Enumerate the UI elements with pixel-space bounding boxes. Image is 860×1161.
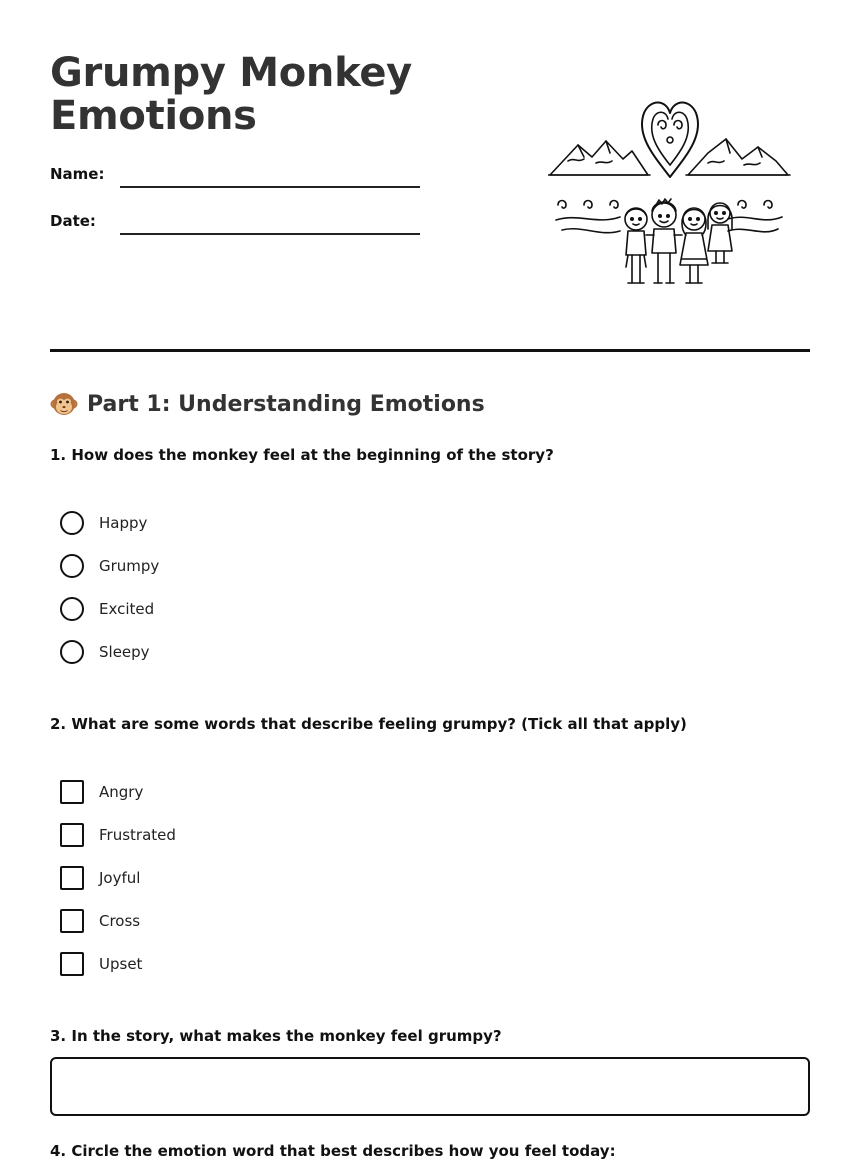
option-label: Joyful xyxy=(99,869,141,887)
radio-button[interactable] xyxy=(60,554,84,578)
option-label: Upset xyxy=(99,955,143,973)
q1-option-sleepy[interactable] xyxy=(60,639,150,665)
option-label: Sleepy xyxy=(99,643,150,661)
q2-option-frustrated[interactable] xyxy=(60,822,176,848)
q2-option-joyful[interactable] xyxy=(60,865,140,891)
header-divider xyxy=(50,349,810,352)
checkbox[interactable] xyxy=(60,909,84,933)
radio-button[interactable] xyxy=(60,640,84,664)
checkbox[interactable] xyxy=(60,866,84,890)
option-label: Happy xyxy=(99,514,148,532)
q2-option-cross[interactable] xyxy=(60,908,140,934)
radio-button[interactable] xyxy=(60,597,84,621)
koru-heart-icon xyxy=(642,103,698,178)
left-mountains-icon xyxy=(548,141,650,175)
date-field[interactable] xyxy=(120,233,420,235)
worksheet-title xyxy=(50,52,412,138)
checkbox[interactable] xyxy=(60,780,84,804)
option-label: Excited xyxy=(99,600,155,618)
q1-option-grumpy[interactable] xyxy=(60,553,159,579)
q1-option-happy[interactable] xyxy=(60,510,147,536)
question-1: 1. How does the monkey feel at the beginning of the story? xyxy=(50,446,554,464)
name-label: Name: xyxy=(50,165,105,183)
right-mountains-icon xyxy=(686,139,790,175)
question-3: 3. In the story, what makes the monkey feel grumpy? xyxy=(50,1027,502,1045)
q2-option-angry[interactable] xyxy=(60,779,143,805)
checkbox[interactable] xyxy=(60,952,84,976)
option-label: Grumpy xyxy=(99,557,160,575)
q3-answer-box[interactable] xyxy=(50,1057,810,1116)
children-illustration xyxy=(548,95,793,295)
option-label: Cross xyxy=(99,912,141,930)
option-label: Angry xyxy=(99,783,144,801)
question-4: 4. Circle the emotion word that best describes how you feel today: xyxy=(50,1142,616,1160)
date-label: Date: xyxy=(50,212,96,230)
q1-option-excited[interactable] xyxy=(60,596,154,622)
section-1-title-text: Part 1: Understanding Emotions xyxy=(87,391,485,417)
radio-button[interactable] xyxy=(60,511,84,535)
children-icon xyxy=(625,199,732,283)
section-1-title xyxy=(50,390,485,418)
q2-option-upset[interactable] xyxy=(60,951,142,977)
option-label: Frustrated xyxy=(99,826,176,844)
name-field[interactable] xyxy=(120,186,420,188)
checkbox[interactable] xyxy=(60,823,84,847)
monkey-face-icon xyxy=(50,390,78,418)
question-2: 2. What are some words that describe feeling grumpy? (Tick all that apply) xyxy=(50,715,687,733)
title-line-2: Emotions xyxy=(50,93,257,139)
title-line-1: Grumpy Monkey xyxy=(50,50,412,96)
